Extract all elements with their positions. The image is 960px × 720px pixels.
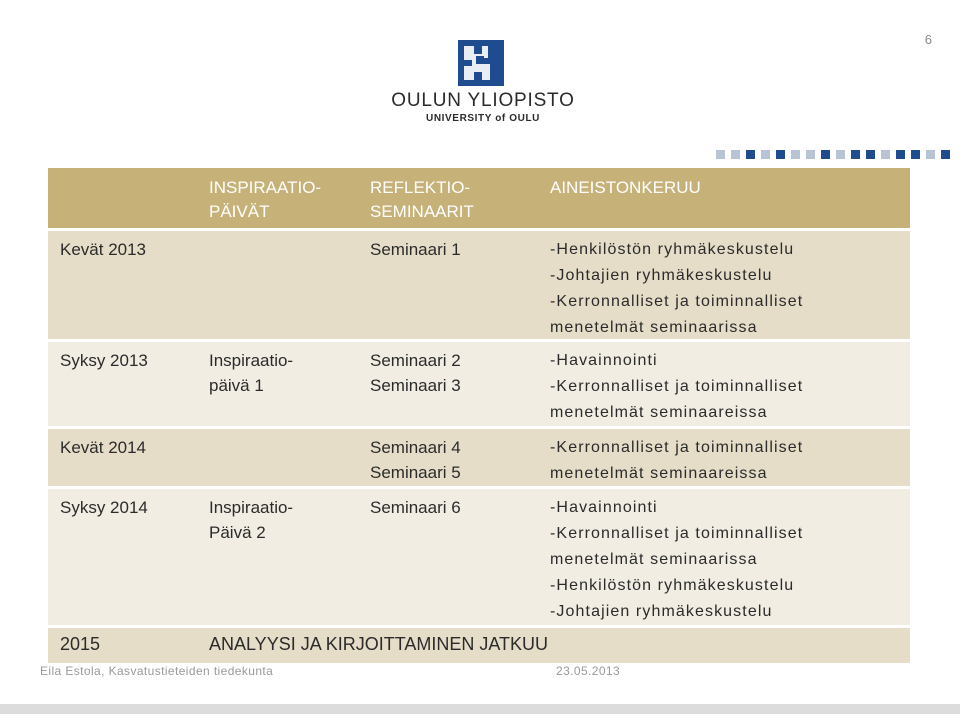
footer-author: Eila Estola, Kasvatustieteiden tiedekunta bbox=[40, 664, 274, 678]
row-seminar: Seminaari 4 Seminaari 5 bbox=[370, 438, 461, 482]
row-collection: -Kerronnalliset ja toiminnalliset menetelmät seminaareissa bbox=[550, 439, 804, 482]
row-collection: -Havainnointi -Kerronnalliset ja toiminnalliset menetelmät seminaarissa -Henkilöstön ryhmäkeskustelu -Johtajien ryhmäkeskustelu bbox=[550, 499, 804, 620]
row-inspiration: Inspiraatio- Päivä 2 bbox=[209, 498, 294, 542]
table-row bbox=[48, 489, 910, 625]
table-row bbox=[48, 231, 910, 339]
row-period: Syksy 2013 bbox=[60, 351, 148, 370]
header-seminars: REFLEKTIO- SEMINAARIT bbox=[370, 178, 474, 221]
table-header bbox=[48, 168, 910, 228]
page-number: 6 bbox=[924, 32, 932, 47]
logo-subtitle: UNIVERSITY of OULU bbox=[426, 113, 540, 124]
row-collection: -Havainnointi -Kerronnalliset ja toiminnalliset menetelmät seminaareissa bbox=[550, 352, 804, 421]
footer-date: 23.05.2013 bbox=[556, 664, 621, 678]
bottom-bar bbox=[0, 704, 960, 714]
final-text: ANALYYSI JA KIRJOITTAMINEN JATKUU bbox=[209, 634, 549, 654]
table-row bbox=[48, 429, 910, 486]
row-seminar: Seminaari 2 Seminaari 3 bbox=[370, 351, 461, 395]
row-inspiration: Inspiraatio- päivä 1 bbox=[209, 351, 294, 395]
university-logo bbox=[388, 40, 578, 130]
header-inspiration: INSPIRAATIO- PÄIVÄT bbox=[209, 178, 322, 221]
logo-emblem-icon bbox=[458, 40, 504, 86]
row-period: Syksy 2014 bbox=[60, 498, 148, 517]
table-row-final bbox=[48, 628, 910, 663]
row-period: Kevät 2014 bbox=[60, 438, 147, 457]
row-collection: -Henkilöstön ryhmäkeskustelu -Johtajien ryhmäkeskustelu -Kerronnalliset ja toiminnalliset menetelmät seminaarissa bbox=[550, 241, 804, 336]
final-period: 2015 bbox=[60, 634, 101, 654]
decorative-squares bbox=[716, 150, 950, 159]
row-period: Kevät 2013 bbox=[60, 240, 147, 259]
header-data-collection: AINEISTONKERUU bbox=[550, 178, 701, 197]
logo-title: OULUN YLIOPISTO bbox=[391, 90, 575, 111]
table-row bbox=[48, 342, 910, 426]
row-seminar: Seminaari 6 bbox=[370, 498, 461, 517]
row-seminar: Seminaari 1 bbox=[370, 240, 461, 259]
